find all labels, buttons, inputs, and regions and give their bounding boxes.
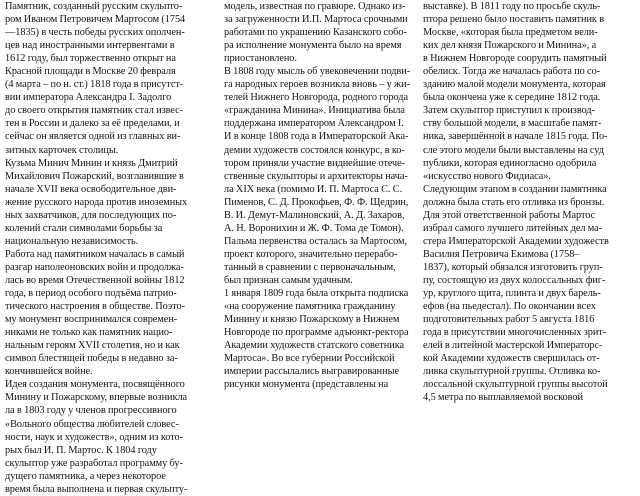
text-line: пу, состоящую из двух колоссальных фиг- bbox=[423, 274, 606, 286]
text-line: тен в России и далеко за её пределами, и bbox=[5, 118, 180, 130]
text-line: ра исполнение монумента было на время bbox=[224, 40, 402, 52]
text-line: зданию малой модели монумента, которая bbox=[423, 79, 606, 91]
text-line: И в конце 1808 года в Императорской Ака- bbox=[224, 131, 409, 143]
text-line: за загруженности И.П. Мартоса срочными bbox=[224, 14, 408, 26]
text-line: Идея создания монумента, посвящённого bbox=[5, 379, 185, 391]
paragraph bbox=[5, 157, 208, 248]
text-line: ких дел князя Пожарского и Минина», а bbox=[423, 40, 597, 52]
text-line: В 1808 году мысль об увековечении подви- bbox=[224, 66, 411, 78]
text-line: га народных героев возникла вновь – у жи- bbox=[224, 79, 410, 91]
text-line: года, в период особого подъёма патрио- bbox=[5, 288, 177, 300]
text-line: должна была стать его отливка из бронзы. bbox=[423, 196, 605, 208]
text-line: му монумент воспринимался современ- bbox=[5, 314, 178, 326]
text-line: рых был И. П. Мартос. К 1804 году bbox=[5, 444, 157, 456]
text-line: время была выполнена и первая скульпту- bbox=[5, 483, 188, 495]
text-line: зитных карточек столицы. bbox=[5, 144, 119, 156]
text-line: национальную независимость. bbox=[5, 235, 139, 247]
text-line: ла XIX века (помимо И. П. Мартоса С. С. bbox=[224, 183, 403, 195]
text-line: поддержана императором Александром I. bbox=[224, 118, 404, 130]
text-line: до своего открытия памятник стал извес- bbox=[5, 105, 184, 117]
paragraph bbox=[423, 183, 636, 405]
text-line: года в присутствии многочисленных зрит- bbox=[423, 327, 607, 339]
paragraph bbox=[224, 287, 414, 391]
paragraph bbox=[423, 0, 636, 183]
text-line: избрал самого лучшего литейных дел ма- bbox=[423, 222, 603, 234]
text-line: А. Н. Воронихин и Ж. Ф. Тома де Томон). bbox=[224, 222, 404, 234]
text-line: скульптор уже разработал программу бу- bbox=[5, 457, 183, 469]
text-line: 1612 году, был торжественно открыт на bbox=[5, 53, 176, 65]
text-line: ника, завершённой в начале 1815 года. По- bbox=[423, 131, 608, 143]
text-line: «на сооружение памятника гражданину bbox=[224, 301, 396, 313]
text-line: 1 января 1809 года была открыта подписка bbox=[224, 288, 409, 300]
text-line: выставке). В 1811 году по просьбе скуль- bbox=[423, 1, 601, 12]
text-line: 4,5 метра по выплавляемой восковой bbox=[423, 392, 583, 404]
text-column-2 bbox=[224, 0, 414, 391]
text-line: ром Иваном Петровичем Мартосом (1754 bbox=[5, 14, 186, 26]
paragraph bbox=[224, 65, 414, 287]
text-line: Работа над памятником началась в самый bbox=[5, 248, 185, 260]
text-line: Кузьма Минич Минин и князь Дмитрий bbox=[5, 157, 178, 169]
text-line: стера Императорской Академии художеств bbox=[423, 235, 609, 247]
text-line: Затем скульптор приступил к производ- bbox=[423, 105, 595, 117]
text-line: Академии художеств статского советника bbox=[224, 340, 405, 352]
text-line: ур, круглого щита, плинта и двух барель- bbox=[423, 288, 601, 300]
text-line: дущего памятника, а через некоторое bbox=[5, 470, 166, 482]
text-line: подготовительных работ 5 августа 1816 bbox=[423, 314, 595, 326]
text-line: Минину и князю Пожарскому в Нижнем bbox=[224, 314, 400, 326]
text-line: сле этого модели были выставлены на суд bbox=[423, 144, 604, 156]
text-line: приостановлено. bbox=[224, 53, 297, 65]
text-line: символ блестящей победы в недавно за- bbox=[5, 353, 178, 365]
text-column-1 bbox=[5, 0, 208, 496]
text-line: колений стали символами борьбы за bbox=[5, 222, 163, 234]
text-column-3 bbox=[423, 0, 636, 404]
text-line: цев над иностранными интервентами в bbox=[5, 40, 175, 52]
text-line: в Нижнем Новгороде соорудить памятный bbox=[423, 53, 607, 65]
text-line: елей в литейной мастерской Императорс- bbox=[423, 340, 603, 352]
text-line: вии императора Александра I. Задолго bbox=[5, 92, 172, 104]
text-line: Памятник, созданный русским скульпто- bbox=[5, 1, 183, 12]
text-line: нальным героям XVII столетия, но и как bbox=[5, 340, 180, 352]
text-line: птора решено было поставить памятник в bbox=[423, 14, 605, 26]
text-line: начале XVII века освободительное дви- bbox=[5, 183, 177, 195]
text-line: публики, которая единогласно одобрила bbox=[423, 157, 597, 169]
text-line: рисунки монумента (представлены на bbox=[224, 379, 389, 391]
text-line: «Вольного общества любителей словес- bbox=[5, 418, 179, 430]
text-line: ству большой модели, в масштабе памят- bbox=[423, 118, 602, 130]
text-line: лась во время Отечественной войны 1812 bbox=[5, 274, 185, 286]
text-line: Пименов, С. Д. Прокофьев, Ф. Ф. Щедрин, bbox=[224, 196, 409, 208]
text-line: —1835) в честь победы русских ополчен- bbox=[5, 27, 185, 39]
text-line: ности, наук и художеств», одним из кото- bbox=[5, 431, 184, 443]
text-line: обелиск. Тогда же началась работа по со- bbox=[423, 66, 601, 78]
text-line: Следующим этапом в создании памятника bbox=[423, 183, 607, 195]
text-line: Для этой ответственной работы Мартос bbox=[423, 209, 596, 221]
text-line: ефов (на пьедестал). По окончании всех bbox=[423, 301, 596, 313]
text-line: Минину и Пожарскому, впервые возникла bbox=[5, 392, 188, 404]
text-line: «гражданина Минина». Инициатива была bbox=[224, 105, 405, 117]
paragraph bbox=[5, 378, 208, 495]
text-line: империи рассылались выгравированные bbox=[224, 366, 399, 378]
text-line: кончившейся войне. bbox=[5, 366, 93, 378]
text-line: «искусство нового Фидиаса». bbox=[423, 170, 551, 182]
text-line: тором приняли участие виднейшие отече- bbox=[224, 157, 406, 169]
text-line: ных захватчиков, для последующих по- bbox=[5, 209, 177, 221]
text-line: В. И. Демут-Малиновский, А. Д. Захаров, bbox=[224, 209, 405, 221]
text-line: лоссальной скульптурной группы высотой bbox=[423, 379, 608, 391]
text-line: кой Академии художеств свершилась от- bbox=[423, 353, 600, 365]
text-line: ливка скульптурной группы. Отливка ко- bbox=[423, 366, 601, 378]
text-line: ла в 1803 году у членов прогрессивного bbox=[5, 405, 177, 417]
text-line: Новгороде по программе адъюнкт-ректора bbox=[224, 327, 409, 339]
text-line: танный в сравнении с первоначальным, bbox=[224, 261, 396, 273]
paragraph bbox=[5, 248, 208, 378]
text-line: демии художеств состоялся конкурс, в ко- bbox=[224, 144, 405, 156]
text-line: Василия Петровича Екимова (1758– bbox=[423, 248, 580, 260]
text-line: сейчас он является одной из главных ви- bbox=[5, 131, 181, 143]
text-line: Москве, «которая была предметом вели- bbox=[423, 27, 598, 39]
text-line: разгар наполеоновских войн и продолжа- bbox=[5, 261, 184, 273]
text-line: жение русского народа против иноземных bbox=[5, 196, 188, 208]
paragraph bbox=[5, 0, 208, 157]
text-line: проект которого, значительно перерабо- bbox=[224, 248, 398, 260]
text-line: Мартоса». Во все губернии Российской bbox=[224, 353, 395, 365]
text-line: работами по украшению Казанского собо- bbox=[224, 27, 407, 39]
paragraph bbox=[224, 0, 414, 65]
text-line: никами не только как памятник нацио- bbox=[5, 327, 173, 339]
text-line: (4 марта – по н. ст.) 1818 года в присутст- bbox=[5, 79, 184, 91]
text-line: телей Нижнего Новгорода, родного города bbox=[224, 92, 408, 104]
text-line: ственные скульпторы и архитекторы нача- bbox=[224, 170, 408, 182]
text-line: модель, известная по гравюре. Однако из- bbox=[224, 1, 406, 12]
text-line: Красной площади в Москве 20 февраля bbox=[5, 66, 176, 78]
text-line: Михайлович Пожарский, возглавившие в bbox=[5, 170, 184, 182]
text-line: Пальма первенства осталась за Мартосом, bbox=[224, 235, 407, 247]
text-line: был признан самым удачным. bbox=[224, 274, 353, 286]
text-line: была окончена уже к середине 1812 года. bbox=[423, 92, 601, 104]
text-line: 1837), который обязался изготовить груп- bbox=[423, 261, 603, 273]
text-line: тического настроения в обществе. Поэто- bbox=[5, 301, 185, 313]
